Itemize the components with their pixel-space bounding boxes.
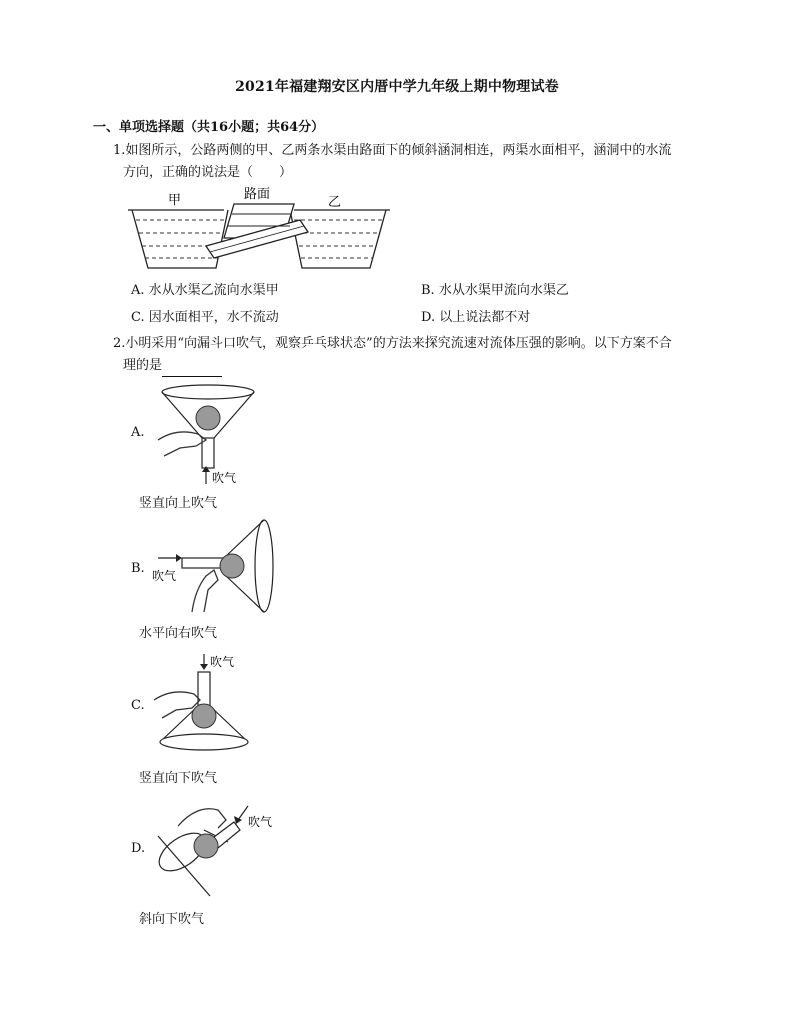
ping-pong-ball [196, 406, 220, 430]
q1-option-b[interactable]: B. 水从水渠甲流向水渠乙 [421, 283, 569, 298]
q2-option-c-caption: 竖直向下吹气 [139, 771, 218, 786]
section-heading: 一、单项选择题（共16小题；共64分） [93, 120, 325, 135]
channel-left [132, 210, 228, 268]
q1-option-d[interactable]: D. 以上说法都不对 [421, 310, 531, 325]
ping-pong-ball [192, 704, 216, 728]
q2-option-d-label[interactable]: D. [131, 841, 146, 856]
question-2-line2: 理的是 [113, 355, 733, 377]
question-1-line2: 方向，正确的说法是（ ） [123, 165, 293, 180]
label-jia: 甲 [168, 193, 182, 208]
question-1-text: 如图所示，公路两侧的甲、乙两条水渠由路面下的倾斜涵洞相连，两渠水面相平，涵洞中的水流 [125, 143, 672, 158]
q2-option-d-caption: 斜向下吹气 [139, 912, 205, 927]
q2-figure-b [148, 518, 278, 616]
q2-option-a-caption: 竖直向上吹气 [139, 496, 218, 511]
q2-figure-a [150, 382, 260, 488]
q2-option-b-label[interactable]: B. [131, 561, 145, 576]
question-1-line1 [113, 140, 713, 162]
hand [178, 809, 226, 828]
blow-label-d: 吹气 [248, 815, 273, 829]
q1-option-c[interactable]: C. 因水面相平，水不流动 [131, 310, 279, 325]
question-1-number: 1. [113, 143, 126, 158]
q2-figure-d [148, 796, 288, 900]
question-2 [113, 333, 733, 377]
question-2-line1 [113, 333, 733, 355]
label-yi: 乙 [328, 195, 342, 210]
hand [192, 570, 218, 612]
q2-figure-c [148, 652, 268, 760]
ping-pong-ball [194, 834, 218, 858]
document-title: 2021年福建翔安区内厝中学九年级上期中物理试卷 [235, 79, 559, 95]
question-1 [113, 140, 713, 184]
hand [158, 432, 206, 456]
q1-option-a[interactable]: A. 水从水渠乙流向水渠甲 [131, 283, 279, 298]
q2-option-a-label[interactable]: A. [131, 425, 145, 440]
question-2-number: 2. [113, 336, 126, 351]
label-lumian: 路面 [244, 187, 271, 202]
question-2-text: 小明采用“向漏斗口吹气，观察乒乓球状态”的方法来探究流速对流体压强的影响。以下方案不合 [125, 336, 672, 351]
blow-label-a: 吹气 [212, 471, 237, 485]
blow-label-b: 吹气 [152, 569, 177, 583]
blow-label-c: 吹气 [210, 655, 235, 669]
channel-right [290, 210, 386, 268]
q2-option-c-label[interactable]: C. [131, 698, 145, 713]
ping-pong-ball [220, 554, 244, 578]
answer-blank[interactable] [162, 362, 222, 377]
question-1-figure [124, 186, 394, 276]
q2-option-b-caption: 水平向右吹气 [139, 626, 218, 641]
